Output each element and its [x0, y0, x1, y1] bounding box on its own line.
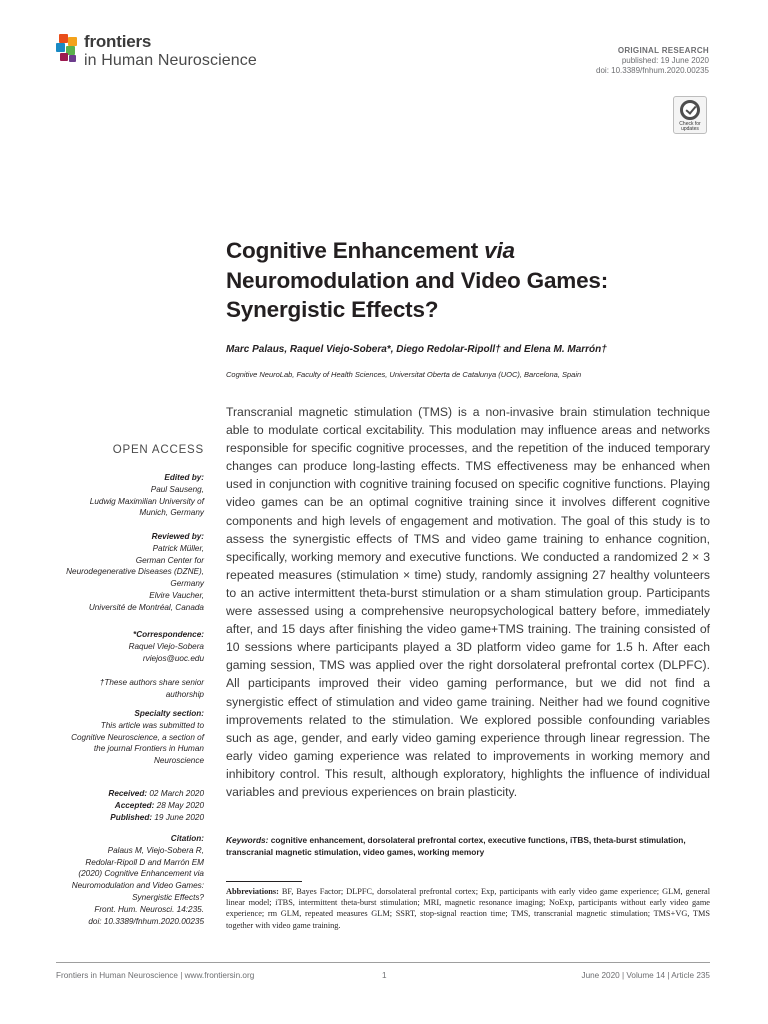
keywords — [226, 835, 710, 858]
citation-line: Front. Hum. Neurosci. 14:235. — [94, 904, 204, 914]
article-title — [226, 236, 726, 325]
reviewer-line: Elvire Vaucher, — [149, 590, 204, 600]
reviewed-by-label: Reviewed by: — [151, 532, 204, 541]
citation-line: (2020) Cognitive Enhancement via — [78, 869, 204, 879]
article-type: ORIGINAL RESEARCH — [617, 46, 709, 55]
logo-square-yellow — [68, 37, 77, 46]
open-access-label: OPEN ACCESS — [112, 444, 204, 456]
reviewer-line: Université de Montréal, Canada — [88, 602, 204, 612]
title-line-1-italic: via — [484, 238, 515, 263]
specialty-line: Neuroscience — [153, 756, 204, 766]
keywords-label: Keywords: — [226, 835, 269, 845]
citation-label: Citation: — [170, 834, 204, 843]
journal-name: in Human Neuroscience — [84, 52, 257, 69]
title-line-2: Neuromodulation and Video Games: — [226, 267, 608, 293]
citation-line: Neuromodulation and Video Games: — [71, 881, 204, 891]
abbreviations-label: Abbreviations: — [226, 887, 279, 896]
author-list: Marc Palaus, Raquel Viejo-Sobera*, Diego Redolar-Ripoll† and Elena M. Marrón† — [226, 344, 607, 355]
logo-square-orange — [59, 34, 68, 43]
title-line-3: Synergistic Effects? — [226, 297, 439, 322]
footer-journal[interactable]: Frontiers in Human Neuroscience | www.frontiersin.org — [56, 971, 255, 980]
author-affiliation: Cognitive NeuroLab, Faculty of Health Sciences, Universitat Oberta de Catalunya (UOC), Barcelona, Spain — [226, 370, 582, 379]
editor-line: Munich, Germany — [139, 508, 204, 518]
accepted-label: Accepted: — [114, 800, 155, 810]
received-label: Received: — [108, 789, 148, 798]
correspondence-name: Raquel Viejo-Sobera — [128, 641, 204, 651]
correspondence-email[interactable]: rviejos@uoc.edu — [142, 653, 204, 663]
authorship-note-line: †These authors share senior — [99, 678, 204, 687]
specialty-label: Specialty section: — [134, 709, 204, 718]
correspondence-label: *Correspondence: — [133, 630, 204, 639]
citation-line: Synergistic Effects? — [132, 892, 204, 902]
published-label: Published: — [110, 812, 153, 822]
logo-square-red — [60, 53, 68, 61]
footer-volume: June 2020 | Volume 14 | Article 235 — [581, 971, 710, 980]
journal-logo[interactable] — [56, 33, 257, 69]
specialty-line: Cognitive Neuroscience, a section of — [71, 732, 204, 742]
edited-by-section — [90, 472, 204, 519]
authorship-note — [100, 677, 204, 701]
published-sidebar-date: 19 June 2020 — [154, 812, 204, 822]
article-meta — [596, 46, 709, 76]
correspondence-section — [129, 629, 204, 664]
accepted-date: 28 May 2020 — [156, 800, 204, 810]
footer-divider — [56, 962, 710, 963]
check-for-updates-badge[interactable] — [673, 96, 707, 134]
citation-line: Redolar-Ripoll D and Marrón EM — [85, 857, 204, 867]
citation-line: Palaus M, Viejo-Sobera R, — [107, 845, 204, 855]
reviewed-by-section — [66, 531, 204, 614]
keywords-text: cognitive enhancement, dorsolateral prefrontal cortex, executive functions, iTBS, theta-burst stimulation, transcranial magnetic stimulation, video games, working memory — [226, 835, 686, 857]
page-number: 1 — [382, 971, 387, 980]
dates-section — [108, 788, 204, 823]
badge-line-1: Check for — [679, 121, 701, 127]
reviewer-line: German Center for — [135, 555, 204, 565]
reviewer-line: Germany — [170, 579, 204, 589]
check-icon — [680, 100, 700, 120]
abbreviations — [226, 886, 710, 931]
title-line-1-text: Cognitive Enhancement — [226, 238, 485, 263]
article-doi[interactable]: doi: 10.3389/fnhum.2020.00235 — [596, 66, 709, 75]
specialty-section — [71, 708, 204, 767]
frontiers-logo-icon — [56, 34, 80, 64]
brand-name: frontiers — [84, 32, 152, 51]
authorship-note-line: authorship — [165, 689, 204, 699]
abstract-text: Transcranial magnetic stimulation (TMS) is a non-invasive brain stimulation technique able to modulate cortical excitability. This modulation may influence areas and networks responsible for specific cognitive processes, and the repetition of the induced temporary changes can produce long-lasting effects. TMS effectiveness may be enhanced when used in conjunction with cognitive training focused on specific cognitive functions. Playing video games can be an optimal cognitive training since it involves different cognitive components and high levels of engagement and motivation. The goal of this study is to assess the synergistic effects of TMS and video game training to enhance cognition, specifically, working memory and executive functions. We conducted a randomized 2 × 3 repeated measures (stimulation × time) study, randomly assigning 27 healthy volunteers to an active intermittent theta-burst stimulation or a sham stimulation group. Participants were assessed using a comprehensive neuropsychological battery before, immediately after, and 15 days after finishing the video game+TMS training. The training consisted of 10 sessions where participants played a 3D platform video game for 1.5 h. After each gaming session, TMS was applied over the right dorsolateral prefrontal cortex (DLPFC). All participants improved their video gaming performance, but we did not find a synergistic effect of stimulation and video game training. Neither had we found cognitive improvements related to the stimulation. We explored possible confounding variables such as age, gender, and early video gaming experience through linear regression. The early video gaming experience was related to improvements in working memory and inhibitory control. This result, although exploratory, highlights the influence of individual variables and previous experiences on brain plasticity. — [226, 405, 710, 799]
editor-line: Ludwig Maximilian University of — [89, 496, 204, 506]
reviewer-line: Patrick Müller, — [152, 543, 204, 553]
citation-doi[interactable]: doi: 10.3389/fnhum.2020.00235 — [88, 916, 204, 926]
edited-by-label: Edited by: — [164, 473, 204, 482]
logo-square-blue — [56, 43, 65, 52]
badge-line-2: updates — [681, 126, 699, 132]
citation-section — [72, 833, 204, 927]
editor-line: Paul Sauseng, — [150, 484, 204, 494]
published-date: published: 19 June 2020 — [621, 56, 709, 65]
specialty-line: This article was submitted to — [100, 720, 204, 730]
reviewer-line: Neurodegenerative Diseases (DZNE), — [66, 567, 204, 577]
abbreviations-divider — [226, 881, 302, 882]
received-date: 02 March 2020 — [149, 789, 204, 798]
abbreviations-text: BF, Bayes Factor; DLPFC, dorsolateral prefrontal cortex; Exp, participants with early video game experience; GLM, general linear model; iTBS, intermittent theta-burst stimulation; MRI, magnetic resonance imaging; NoExp, participants without early video game experience; rm GLM, repeated measures GLM; SSRT, stop-signal reaction time; TMS, transcranial magnetic stimulation; TMS+VG, TMS together with video game training. — [226, 887, 710, 930]
logo-square-purple — [69, 55, 76, 62]
specialty-line: the journal Frontiers in Human — [93, 744, 204, 754]
